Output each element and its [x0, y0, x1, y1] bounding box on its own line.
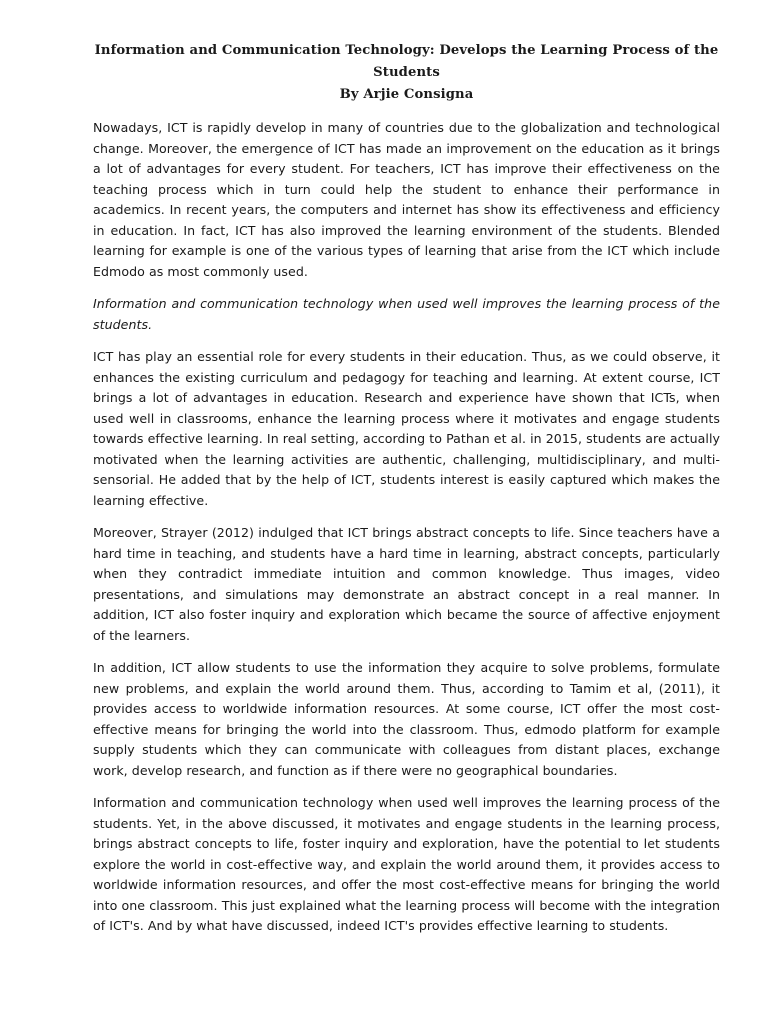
document-title — [93, 40, 720, 106]
paragraph-intro: Nowadays, ICT is rapidly develop in many of countries due to the globalization and technological change. Moreover, the emergence of ICT has made an improvement on the education as it brings a lot of advantages for every student. For teachers, ICT has improve their effectiveness on the teaching process which in turn could help the student to enhance their performance in academics. In recent years, the computers and internet has show its effectiveness and efficiency in education. In fact, ICT has also improved the learning environment of the students. Blended learning for example is one of the various types of learning that arise from the ICT which include Edmodo as most commonly used. — [93, 120, 720, 279]
paragraph-body-1: ICT has play an essential role for every students in their education. Thus, as we could observe, it enhances the existing curriculum and pedagogy for teaching and learning. At extent course, ICT brings a lot of advantages in education. Research and experience have shown that ICTs, when used well in classrooms, enhance the learning process where it motivates and engage students towards effective learning. In real setting, according to Pathan et al. in 2015, students are actually motivated when the learning activities are authentic, challenging, multidisciplinary, and multi-sensorial. He added that by the help of ICT, students interest is easily captured which makes the learning effective. — [93, 349, 720, 508]
title-main: Information and Communication Technology: Develops the Learning Process of the Students — [94, 43, 719, 80]
paragraph-body-2: Moreover, Strayer (2012) indulged that ICT brings abstract concepts to life. Since teachers have a hard time in teaching, and students have a hard time in learning, abstract concepts, particularly when they contradict immediate intuition and common knowledge. Thus images, video presentations, and simulations may demonstrate an abstract concept in a real manner. In addition, ICT also foster inquiry and exploration which became the source of affective enjoyment of the learners. — [93, 525, 720, 643]
paragraph-thesis: Information and communication technology when used well improves the learning process of the students. — [93, 296, 720, 332]
title-author: By Arjie Consigna — [339, 87, 474, 102]
paragraph-body-3: In addition, ICT allow students to use the information they acquire to solve problems, formulate new problems, and explain the world around them. Thus, according to Tamim et al, (2011), it provides access to worldwide information resources. At some course, ICT offer the most cost-effective means for bringing the world into the classroom. Thus, edmodo platform for example supply students which they can communicate with colleagues from distant places, exchange work, develop research, and function as if there were no geographical boundaries. — [93, 660, 720, 778]
paragraph-conclusion: Information and communication technology when used well improves the learning process of the students. Yet, in the above discussed, it motivates and engage students in the learning process, brings abstract concepts to life, foster inquiry and exploration, have the potential to let students explore the world in cost-effective way, and explain the world around them, it provides access to worldwide information resources, and offer the most cost-effective means for bringing the world into one classroom. This just explained what the learning process will become with the integration of ICT's. And by what have discussed, indeed ICT's provides effective learning to students. — [93, 795, 720, 933]
document-page — [93, 40, 720, 949]
